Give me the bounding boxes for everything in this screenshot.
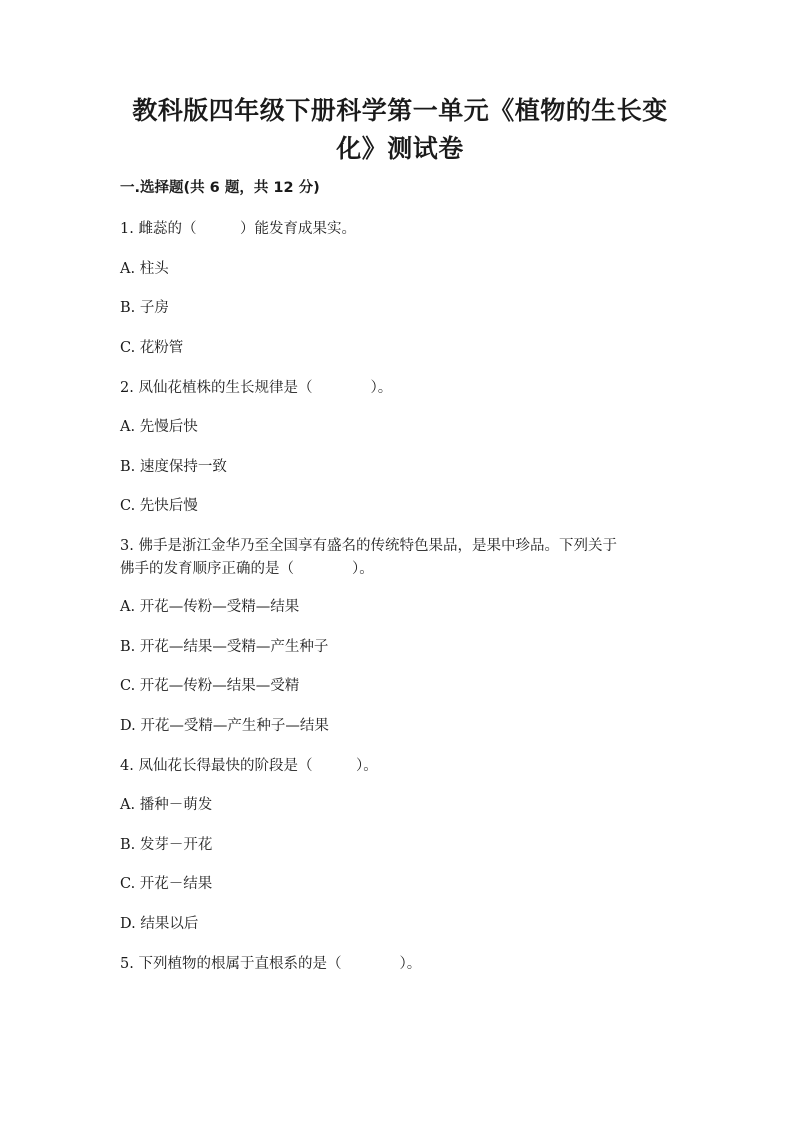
- question-4-option-c: C. 开花－结果: [120, 876, 213, 892]
- title-line-2: 化》测试卷: [336, 134, 464, 163]
- question-3-option-d: D. 开花—受精—产生种子—结果: [120, 718, 329, 734]
- question-5-stem: 5. 下列植物的根属于直根系的是（ ）。: [120, 956, 422, 972]
- question-2-option-a: A. 先慢后快: [120, 419, 198, 435]
- question-1-stem: 1. 雌蕊的（ ）能发育成果实。: [120, 221, 356, 237]
- question-1-option-b: B. 子房: [120, 300, 169, 316]
- question-4-option-b: B. 发芽－开花: [120, 837, 213, 853]
- question-4-stem: 4. 凤仙花长得最快的阶段是（ ）。: [120, 758, 378, 774]
- question-2-option-c: C. 先快后慢: [120, 498, 198, 514]
- question-4-option-a: A. 播种－萌发: [120, 797, 213, 813]
- question-4-option-d: D. 结果以后: [120, 916, 199, 932]
- exam-title: [120, 92, 680, 168]
- section-heading: 一.选择题(共 6 题，共 12 分): [120, 180, 320, 196]
- title-line-1: 教科版四年级下册科学第一单元《植物的生长变: [132, 96, 668, 125]
- question-3-stem-line-1: 3. 佛手是浙江金华乃至全国享有盛名的传统特色果品，是果中珍品。下列关于: [120, 538, 617, 554]
- question-1-option-c: C. 花粉管: [120, 340, 184, 356]
- question-1-option-a: A. 柱头: [120, 261, 169, 277]
- question-3-stem-line-2: 佛手的发育顺序正确的是（ ）。: [120, 561, 374, 577]
- question-3-option-b: B. 开花—结果—受精—产生种子: [120, 639, 329, 655]
- question-2-option-b: B. 速度保持一致: [120, 459, 227, 475]
- question-3-option-c: C. 开花—传粉—结果—受精: [120, 678, 300, 694]
- question-3-option-a: A. 开花—传粉—受精—结果: [120, 599, 300, 615]
- question-2-stem: 2. 凤仙花植株的生长规律是（ ）。: [120, 380, 393, 396]
